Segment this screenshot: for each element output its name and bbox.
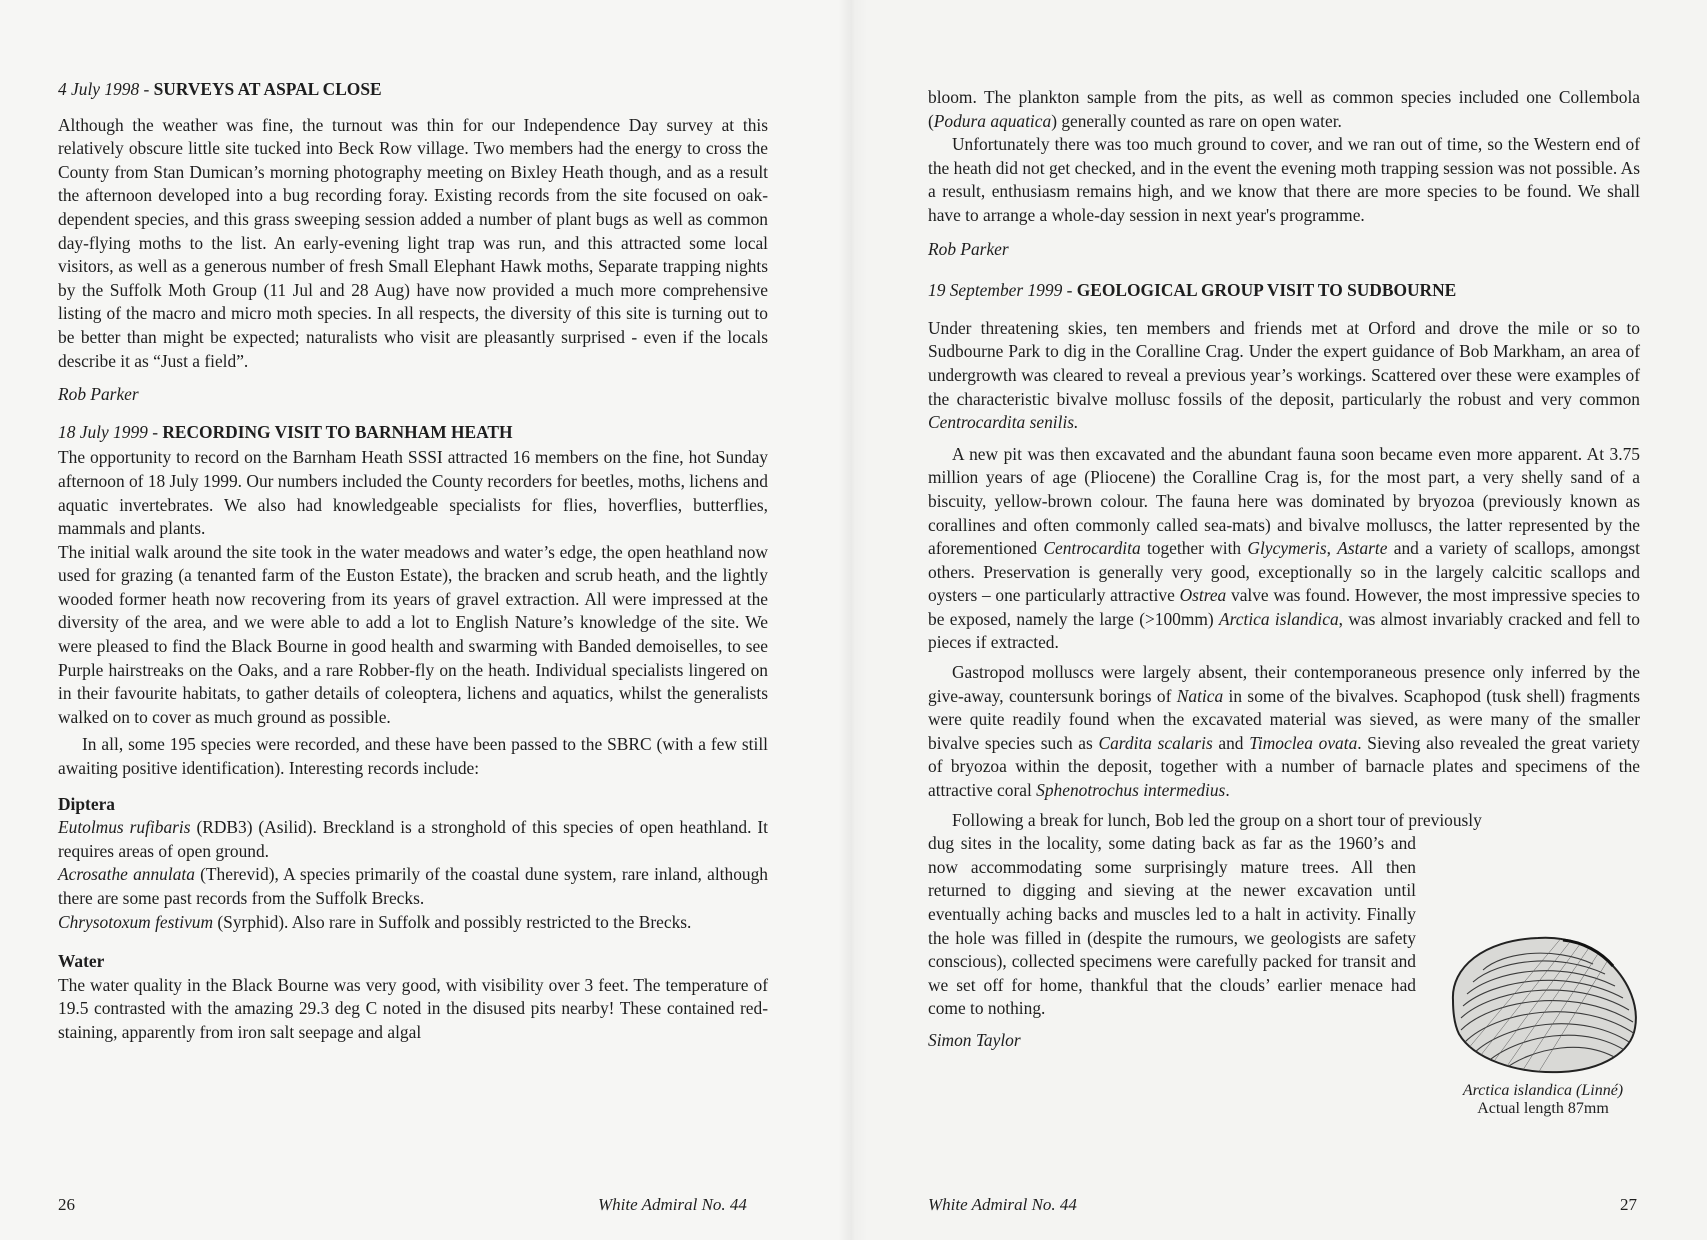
- species-record: [58, 911, 768, 935]
- article-title: RECORDING VISIT TO BARNHAM HEATH: [162, 421, 513, 442]
- left-column: [58, 78, 768, 1045]
- species-record: [58, 863, 768, 910]
- section-heading-diptera: Diptera: [58, 793, 115, 814]
- shell-illustration-icon: [1443, 930, 1643, 1078]
- paragraph: dug sites in the locality, some dating back as far as the 1960’s and now accommodating some surprisingly mature trees. All then returned to digging and sieving at the newer excavation until eventually aching backs and muscles led to a halt in activity. Finally the hole was filled in (despite the rumours, we geologists are safety conscious), collected specimens were carefully packed for transit and we set off for home, thankful that the clouds’ earlier menace had come to nothing.: [928, 833, 1416, 1019]
- species-record: [58, 816, 768, 863]
- shell-figure: [1432, 930, 1654, 1118]
- page-number-right: 27: [1620, 1195, 1637, 1214]
- left-page: [0, 0, 853, 1240]
- journal-footer-right: White Admiral No. 44: [928, 1195, 1077, 1214]
- article-date: 19 September 1999: [928, 280, 1063, 301]
- article-title: SURVEYS AT ASPAL CLOSE: [153, 79, 382, 99]
- figure-caption-species: Arctica islandica (Linné): [1462, 1082, 1624, 1099]
- paragraph: The opportunity to record on the Barnham Heath SSSI attracted 16 members on the fine, hot Sunday afternoon of 18 July 1999. Our numbers included the County recorders for beetles, moths, lichens and aquatic invertebrates. We also had knowledgeable specialists for flies, hoverflies, butterflies, mammals and plants.: [58, 447, 768, 539]
- paragraph: Under threatening skies, ten members and friends met at Orford and drove the mile or so to Sudbourne Park to dig in the Coralline Crag. Under the expert guidance of Bob Markham, an area of undergrowth was cleared to reveal a previous year’s workings. Scattered over these were examples of the characteristic bivalve mollusc fossils of the deposit, particularly the robust and very common Centrocardita senilis.: [928, 317, 1640, 433]
- species-name: Eutolmus rufibaris: [58, 817, 191, 838]
- paragraph: bloom. The plankton sample from the pits, as well as common species included one Collembola (Podura aquatica) generally counted as rare on open water.: [928, 87, 1640, 131]
- page-number-left: 26: [58, 1195, 75, 1214]
- right-column: [928, 86, 1640, 1067]
- author-signature: Rob Parker: [58, 384, 139, 405]
- figure-caption-length: Actual length 87mm: [1477, 1100, 1609, 1117]
- species-name: Acrosathe annulata: [58, 864, 195, 885]
- paragraph: Gastropod molluscs were largely absent, their contemporaneous presence only inferred by the give-away, countersunk borings of Natica in some of the bivalves. Scaphopod (tusk shell) fragments were quite readily found when the excavated material was sieved, as were many of the smaller bivalve species such as Cardita scalaris and Timoclea ovata. Sieving also revealed the great variety of bryozoa within the deposit, together with a number of barnacle plates and specimens of the attractive coral Sphenotrochus intermedius.: [928, 662, 1640, 801]
- paragraph: Following a break for lunch, Bob led the group on a short tour of previously: [952, 809, 1482, 830]
- paragraph: A new pit was then excavated and the abundant fauna soon became even more apparent. At 3.75 million years of age (Pliocene) the Coralline Crag is, for the most part, a very shelly sand of a biscuity, yellow-brown colour. The fauna here was dominated by bryozoa (previously known as corallines and often commonly called sea-mats) and bivalve molluscs, the latter represented by the aforementioned Centrocardita together with Glycymeris, Astarte and a variety of scallops, amongst others. Preservation is generally very good, exceptionally so in the largely calcitic scallops and oysters – one particularly attractive Ostrea valve was found. However, the most impressive species to be exposed, namely the large (>100mm) Arctica islandica, was almost invariably cracked and fell to pieces if extracted.: [928, 443, 1640, 653]
- author-signature: Simon Taylor: [928, 1029, 1021, 1050]
- paragraph: The initial walk around the site took in the water meadows and water’s edge, the open heathland now used for grazing (a tenanted farm of the Euston Estate), the bracken and scrub heath, and the lightly wooded former heath now recovering from its years of gravel extraction. All were impressed at the diversity of the area, and we were able to add a lot to English Nature’s knowledge of the site. We were pleased to find the Black Bourne in good health and swarming with Banded demoiselles, to see Purple hairstreaks on the Oaks, and a rare Robber-fly on the heath. Individual specialists lingered on in their favourite habitats, to gather details of coleoptera, lichens and aquatics, whilst the generalists walked on to cover as much ground as possible.: [58, 541, 768, 727]
- species-note: (Syrphid). Also rare in Suffolk and possibly restricted to the Brecks.: [213, 911, 692, 932]
- paragraph: The water quality in the Black Bourne was very good, with visibility over 3 feet. The temperature of 19.5 contrasted with the amazing 29.3 deg C noted in the disused pits nearby! These contained red-staining, apparently from iron salt seepage and algal: [58, 974, 768, 1042]
- author-signature: Rob Parker: [928, 238, 1009, 259]
- journal-footer-left: White Admiral No. 44: [598, 1195, 747, 1214]
- species-name: Centrocardita senilis.: [928, 412, 1079, 433]
- species-note: (Therevid), A species primarily of the coastal dune system, rare inland, although there are some past records from the Suffolk Brecks.: [58, 864, 768, 908]
- paragraph: In all, some 195 species were recorded, and these have been passed to the SBRC (with a few still awaiting positive identification). Interesting records include:: [58, 734, 768, 779]
- paragraph: Although the weather was fine, the turnout was thin for our Independence Day survey at this relatively obscure little site tucked into Beck Row village. Two members had the energy to cross the County from Stan Dumican’s morning photography meeting on Bixley Heath though, and as a result the afternoon developed into a bug recording foray. Existing records from the site focused on oak-dependent species, and this grass sweeping session added a number of plant bugs as well as common day-flying moths to the list. An early-evening light trap was run, and this attracted some local visitors, as well as a generous number of fresh Small Elephant Hawk moths, Separate trapping nights by the Suffolk Moth Group (11 Jul and 28 Aug) have now provided a much more comprehensive listing of the macro and micro moth species. In all respects, the diversity of this site is turning out to be better than might be expected; naturalists who visit are pleasantly surprised - even if the locals describe it as “Just a field”.: [58, 114, 768, 371]
- species-name: Chrysotoxum festivum: [58, 911, 214, 932]
- article-date: 4 July 1998: [58, 79, 140, 99]
- article-title: GEOLOGICAL GROUP VISIT TO SUDBOURNE: [1076, 280, 1457, 301]
- species-note: (RDB3) (Asilid). Breckland is a stronghold of this species of open heathland. It requires areas of open ground.: [58, 817, 768, 861]
- article-date: 18 July 1999: [58, 421, 148, 442]
- article-heading-barnham-heath: 18 July 1999 - RECORDING VISIT TO BARNHAM HEATH: [58, 421, 513, 442]
- article-heading-sudbourne: 19 September 1999 - GEOLOGICAL GROUP VISIT TO SUDBOURNE: [928, 280, 1457, 301]
- paragraph: Unfortunately there was too much ground to cover, and we ran out of time, so the Western end of the heath did not get checked, and in the event the evening moth trapping session was not possible. As a result, enthusiasm remains high, and we know that there are more species to be found. We shall have to arrange a whole-day session in next year's programme.: [928, 134, 1640, 225]
- section-heading-water: Water: [58, 951, 105, 972]
- species-name: Podura aquatica: [933, 110, 1052, 131]
- article-heading-aspal-close: 4 July 1998 - SURVEYS AT ASPAL CLOSE: [58, 79, 382, 99]
